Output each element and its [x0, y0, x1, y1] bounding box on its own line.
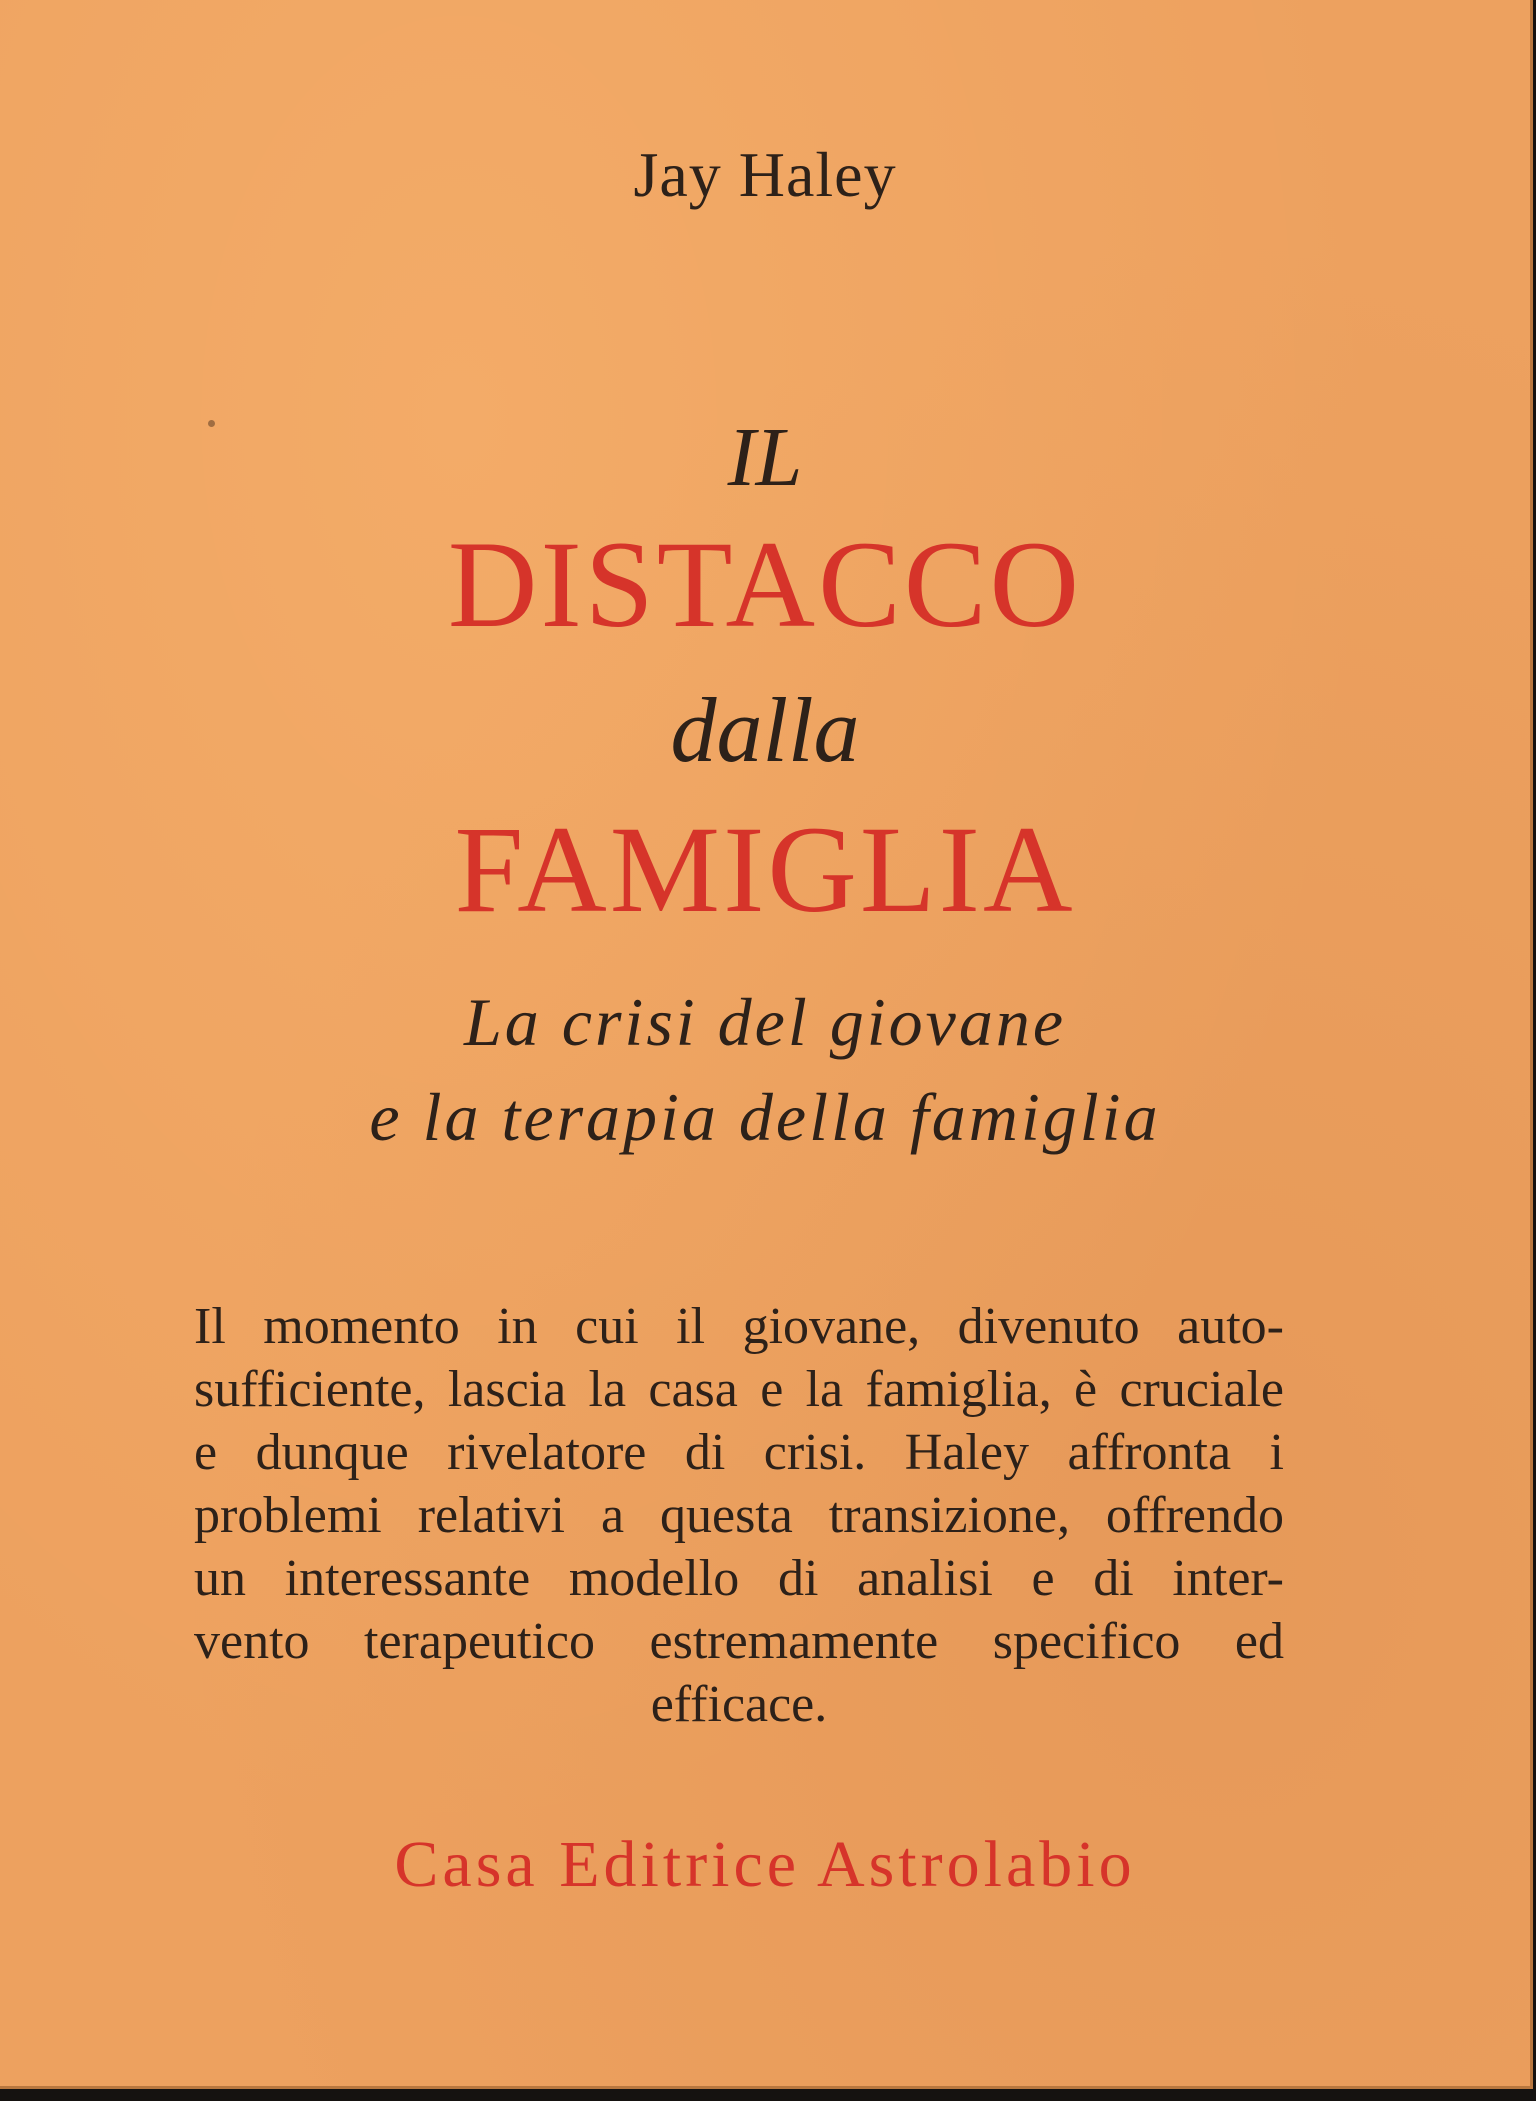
subtitle-line-1: La crisi del giovane [463, 984, 1067, 1060]
blurb-line: problemi relativi a questa transizione, offrendo [194, 1487, 1284, 1544]
title-word-distacco: DISTACCO [447, 516, 1083, 653]
subtitle-line-2: e la terapia della famiglia [369, 1079, 1161, 1155]
title-word-famiglia: FAMIGLIA [454, 801, 1076, 938]
blurb-line: efficace. [650, 1676, 828, 1733]
publisher-name: Casa Editrice Astrolabio [394, 1828, 1136, 1901]
author-name: Jay Haley [633, 139, 897, 210]
title-connector: dalla [670, 679, 860, 781]
blurb [194, 1295, 1284, 1736]
blurb-line: e dunque rivelatore di crisi. Haley affronta i [194, 1424, 1284, 1481]
blurb-line: Il momento in cui il giovane, divenuto auto- [194, 1298, 1284, 1355]
blurb-line: sufficiente, lascia la casa e la famiglia, è cruciale [194, 1361, 1284, 1418]
blurb-line: vento terapeutico estremamente specifico ed [194, 1613, 1284, 1670]
blurb-line: un interessante modello di analisi e di inter- [194, 1550, 1284, 1607]
title-article: IL [727, 411, 803, 504]
